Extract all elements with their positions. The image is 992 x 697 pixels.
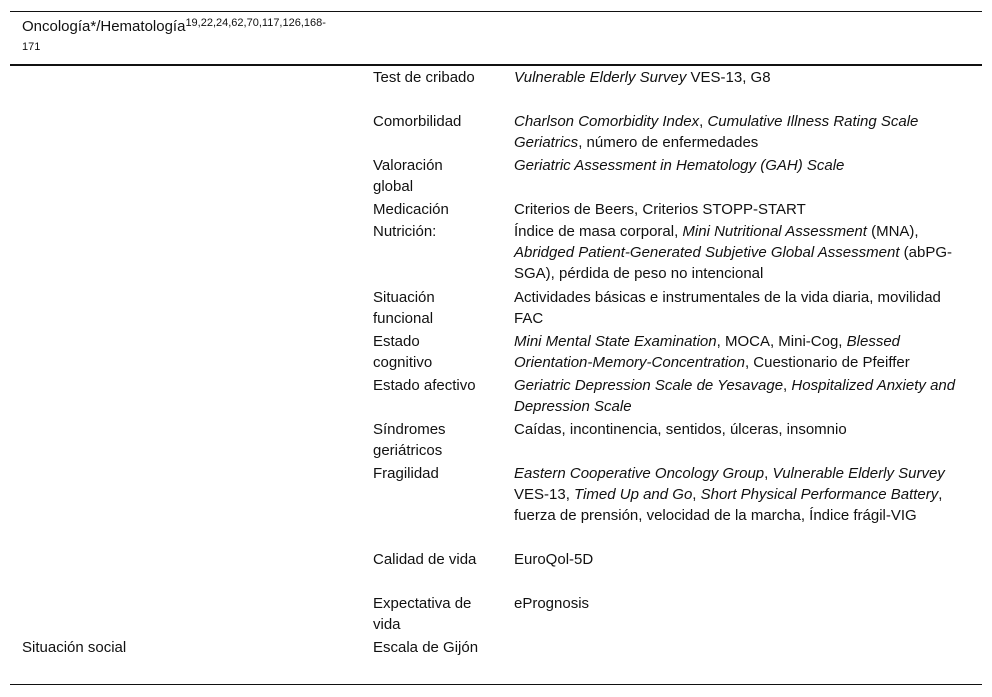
tool-text: Geriatric Depression Scale de Yesavage (514, 377, 784, 394)
row-domain: Nutrición: (373, 223, 437, 240)
tool-text: EuroQol-5D (514, 551, 594, 568)
row-domain: Valoración global (373, 157, 443, 195)
row-domain: Síndromes geriátricos (373, 421, 446, 459)
section-title-text: Oncología*/Hematología (22, 18, 186, 35)
tool-text: , número de enfermedades (578, 134, 759, 151)
row-category: Situación social (22, 639, 127, 656)
row-tools (514, 331, 959, 373)
tool-text: Índice de masa corporal, (514, 223, 683, 240)
row-domain: Fragilidad (373, 465, 439, 482)
tool-text: Cumulative Illness Rating Scale Geriatrics (514, 113, 919, 151)
row-tools (514, 111, 959, 153)
section-title-refs-cont: 171 (22, 41, 41, 53)
table-header-rule (10, 64, 982, 66)
tool-text: Charlson Comorbidity Index (514, 113, 700, 130)
tool-text: Geriatric Assessment in Hematology (GAH) Scale (514, 157, 845, 174)
tool-text: Timed Up and Go (574, 486, 693, 503)
tool-text: , (764, 465, 773, 482)
row-domain: Estado afectivo (373, 377, 476, 394)
row-domain: Test de cribado (373, 69, 475, 86)
tool-text: Hospitalized Anxiety and Depression Scale (514, 377, 956, 415)
row-tools (514, 463, 959, 526)
row-domain: Situación funcional (373, 289, 435, 327)
tool-text: Vulnerable Elderly Survey (772, 465, 945, 482)
table-bottom-rule (10, 684, 982, 685)
tool-text: , (692, 486, 701, 503)
row-tools (514, 287, 959, 329)
tool-text: Criterios de Beers, Criterios STOPP-START (514, 201, 806, 218)
tool-text: Blessed Orientation-Memory-Concentration (514, 333, 901, 371)
table-top-rule (10, 11, 982, 12)
tool-text: Short Physical Performance Battery (700, 486, 939, 503)
tool-text: Eastern Cooperative Oncology Group (514, 465, 765, 482)
tool-text: ePrognosis (514, 595, 590, 612)
tool-text: VES-13, G8 (686, 69, 771, 86)
tool-text: (abPG-SGA), pérdida de peso no intencional (514, 244, 953, 282)
row-domain: Medicación (373, 201, 449, 218)
row-domain: Estado cognitivo (373, 333, 433, 371)
row-tools (514, 155, 959, 176)
row-tools (514, 549, 959, 570)
tool-text: VES-13, (514, 486, 575, 503)
tool-text: Mini Mental State Examination (514, 333, 717, 350)
tool-text: (MNA), (866, 223, 919, 240)
section-title-refs: 19,22,24,62,70,117,126,168- (185, 17, 326, 29)
tool-text: , fuerza de prensión, velocidad de la marcha, Índice frágil-VIG (514, 486, 943, 524)
row-tools (514, 419, 959, 440)
section-title (22, 18, 362, 56)
row-domain: Expectativa de vida (373, 595, 472, 633)
row-tools (514, 67, 959, 88)
row-tools (514, 199, 959, 220)
row-tools (514, 593, 959, 614)
row-domain: Comorbilidad (373, 113, 462, 130)
tool-text: , MOCA, Mini-Cog, (716, 333, 847, 350)
tool-text: Caídas, incontinencia, sentidos, úlceras, insomnio (514, 421, 847, 438)
tool-text: Abridged Patient-Generated Subjetive Global Assessment (514, 244, 900, 261)
tool-text: , (699, 113, 708, 130)
row-tools (514, 375, 959, 417)
row-domain: Calidad de vida (373, 551, 477, 568)
tool-text: Vulnerable Elderly Survey (514, 69, 687, 86)
tool-text: Actividades básicas e instrumentales de la vida diaria, movilidad FAC (514, 289, 941, 327)
tool-text: , Cuestionario de Pfeiffer (744, 354, 910, 371)
row-tools (514, 221, 959, 284)
row-domain: Escala de Gijón (373, 639, 479, 656)
tool-text: , (783, 377, 792, 394)
tool-text: Mini Nutritional Assessment (682, 223, 867, 240)
